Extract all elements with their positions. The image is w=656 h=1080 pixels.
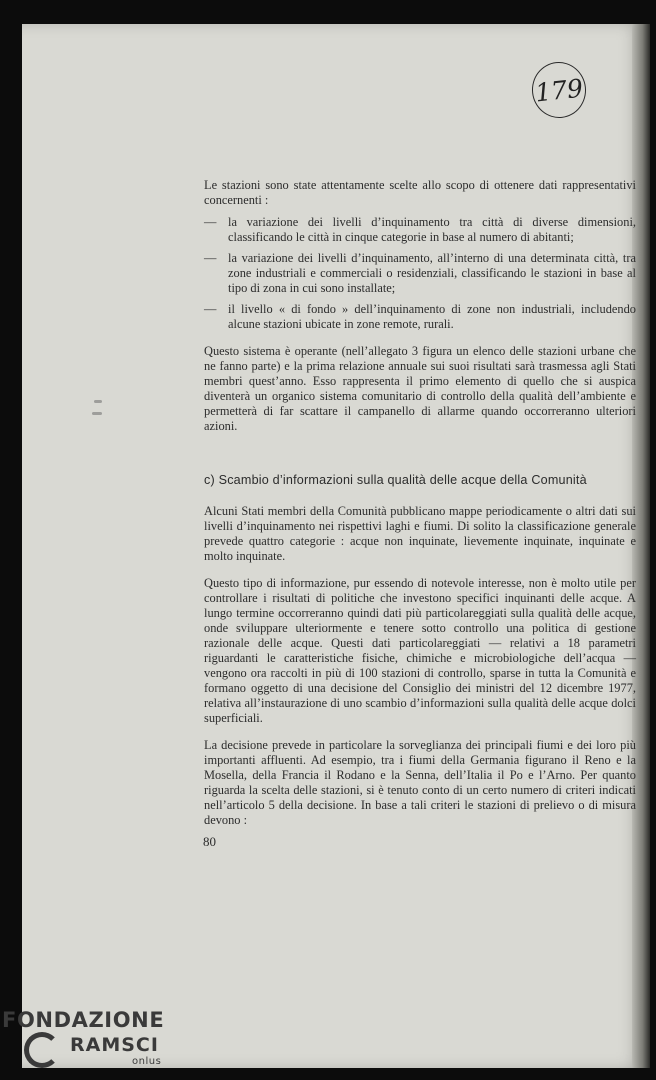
watermark-line1: FONDAZIONE [2,1008,165,1032]
page-number: 80 [203,834,216,849]
list-item [204,215,636,245]
document-body [204,178,636,828]
paper-mark [94,400,102,403]
dash-bullet: — [204,302,217,316]
paper-mark [92,412,102,415]
watermark-g-logo-icon [24,1032,60,1068]
watermark-line3: onlus [132,1056,162,1067]
foundation-watermark [0,1008,170,1080]
handwritten-folio-number: 179 [529,59,589,120]
dash-bullet: — [204,215,217,229]
section-heading: c) Scambio d’informazioni sulla qualità delle acque della Comunità [204,473,587,487]
dash-bullet: — [204,251,217,265]
list-item [204,251,636,296]
information-paragraph: Questo tipo di informazione, pur essendo di notevole interesse, non è molto utile per controllare i risultati di politiche che investono specifici inquinanti delle acque. A lungo termine occorreranno quindi dati più particolareggiati sulla qualità delle acque, onde sviluppare ulteriormente e tenere sotto controllo una politica di gestione razionale delle acque. Questi dati particolareggiati — relativi a 18 parametri riguardanti le caratteristiche fisiche, chimiche e microbiologiche dell’acqua — vengono ora raccolti in più di 100 stazioni di controllo, sparse in tutta la Comunità e formano oggetto di una decisione del Consiglio dei ministri del 12 dicembre 1977, relativa all’instaurazione di uno scambio d’informazioni sulla qualità delle acque dolci superficiali. [204,576,636,725]
list-item-text: la variazione dei livelli d’inquinamento, all’interno di una determinata città, tra zone industriali e commerciali o residenziali, classificando le stazioni in base al tipo di zona in cui sono installate; [228,251,636,295]
system-paragraph: Questo sistema è operante (nell’allegato 3 figura un elenco delle stazioni urbane che ne fanno parte) e la prima relazione annuale sui suoi risultati sarà trasmessa agli Stati membri quest’anno. Esso rappresenta il primo elemento di quello che si auspica diventerà un organico sistema comunitario di controllo della qualità dell’ambiente e permetterà di far scattare il campanello di allarme quando occorreranno ulteriori azioni. [204,344,636,433]
decision-paragraph: La decisione prevede in particolare la sorveglianza dei principali fiumi e dei loro più importanti affluenti. Ad esempio, tra i fiumi della Germania figurano il Reno e la Mosella, della Francia il Rodano e la Senna, dell’Italia il Po e l’Arno. Per quanto riguarda la scelta delle stazioni, si è tenuto conto di un certo numero di criteri indicati nell’articolo 5 della decisione. In base a tali criteri le stazioni di prelievo o di misura devono : [204,738,636,827]
intro-paragraph: Le stazioni sono state attentamente scelte allo scopo di ottenere dati rappresentativi concernenti : [204,178,636,207]
watermark-line2: RAMSCI [70,1034,159,1056]
list-item [204,302,636,332]
list-item-text: il livello « di fondo » dell’inquinamento di zone non industriali, includendo alcune stazioni ubicate in zone remote, rurali. [228,302,636,331]
maps-paragraph: Alcuni Stati membri della Comunità pubblicano mappe periodicamente o altri dati sui livelli d’inquinamento nei rispettivi laghi e fiumi. Di solito la classificazione generale prevede quattro categorie : acque non inquinate, lievemente inquinate, inquinate e molto inquinate. [204,504,636,563]
list-item-text: la variazione dei livelli d’inquinamento tra città di diverse dimensioni, classificando le città in cinque categorie in base al numero di abitanti; [228,215,636,244]
